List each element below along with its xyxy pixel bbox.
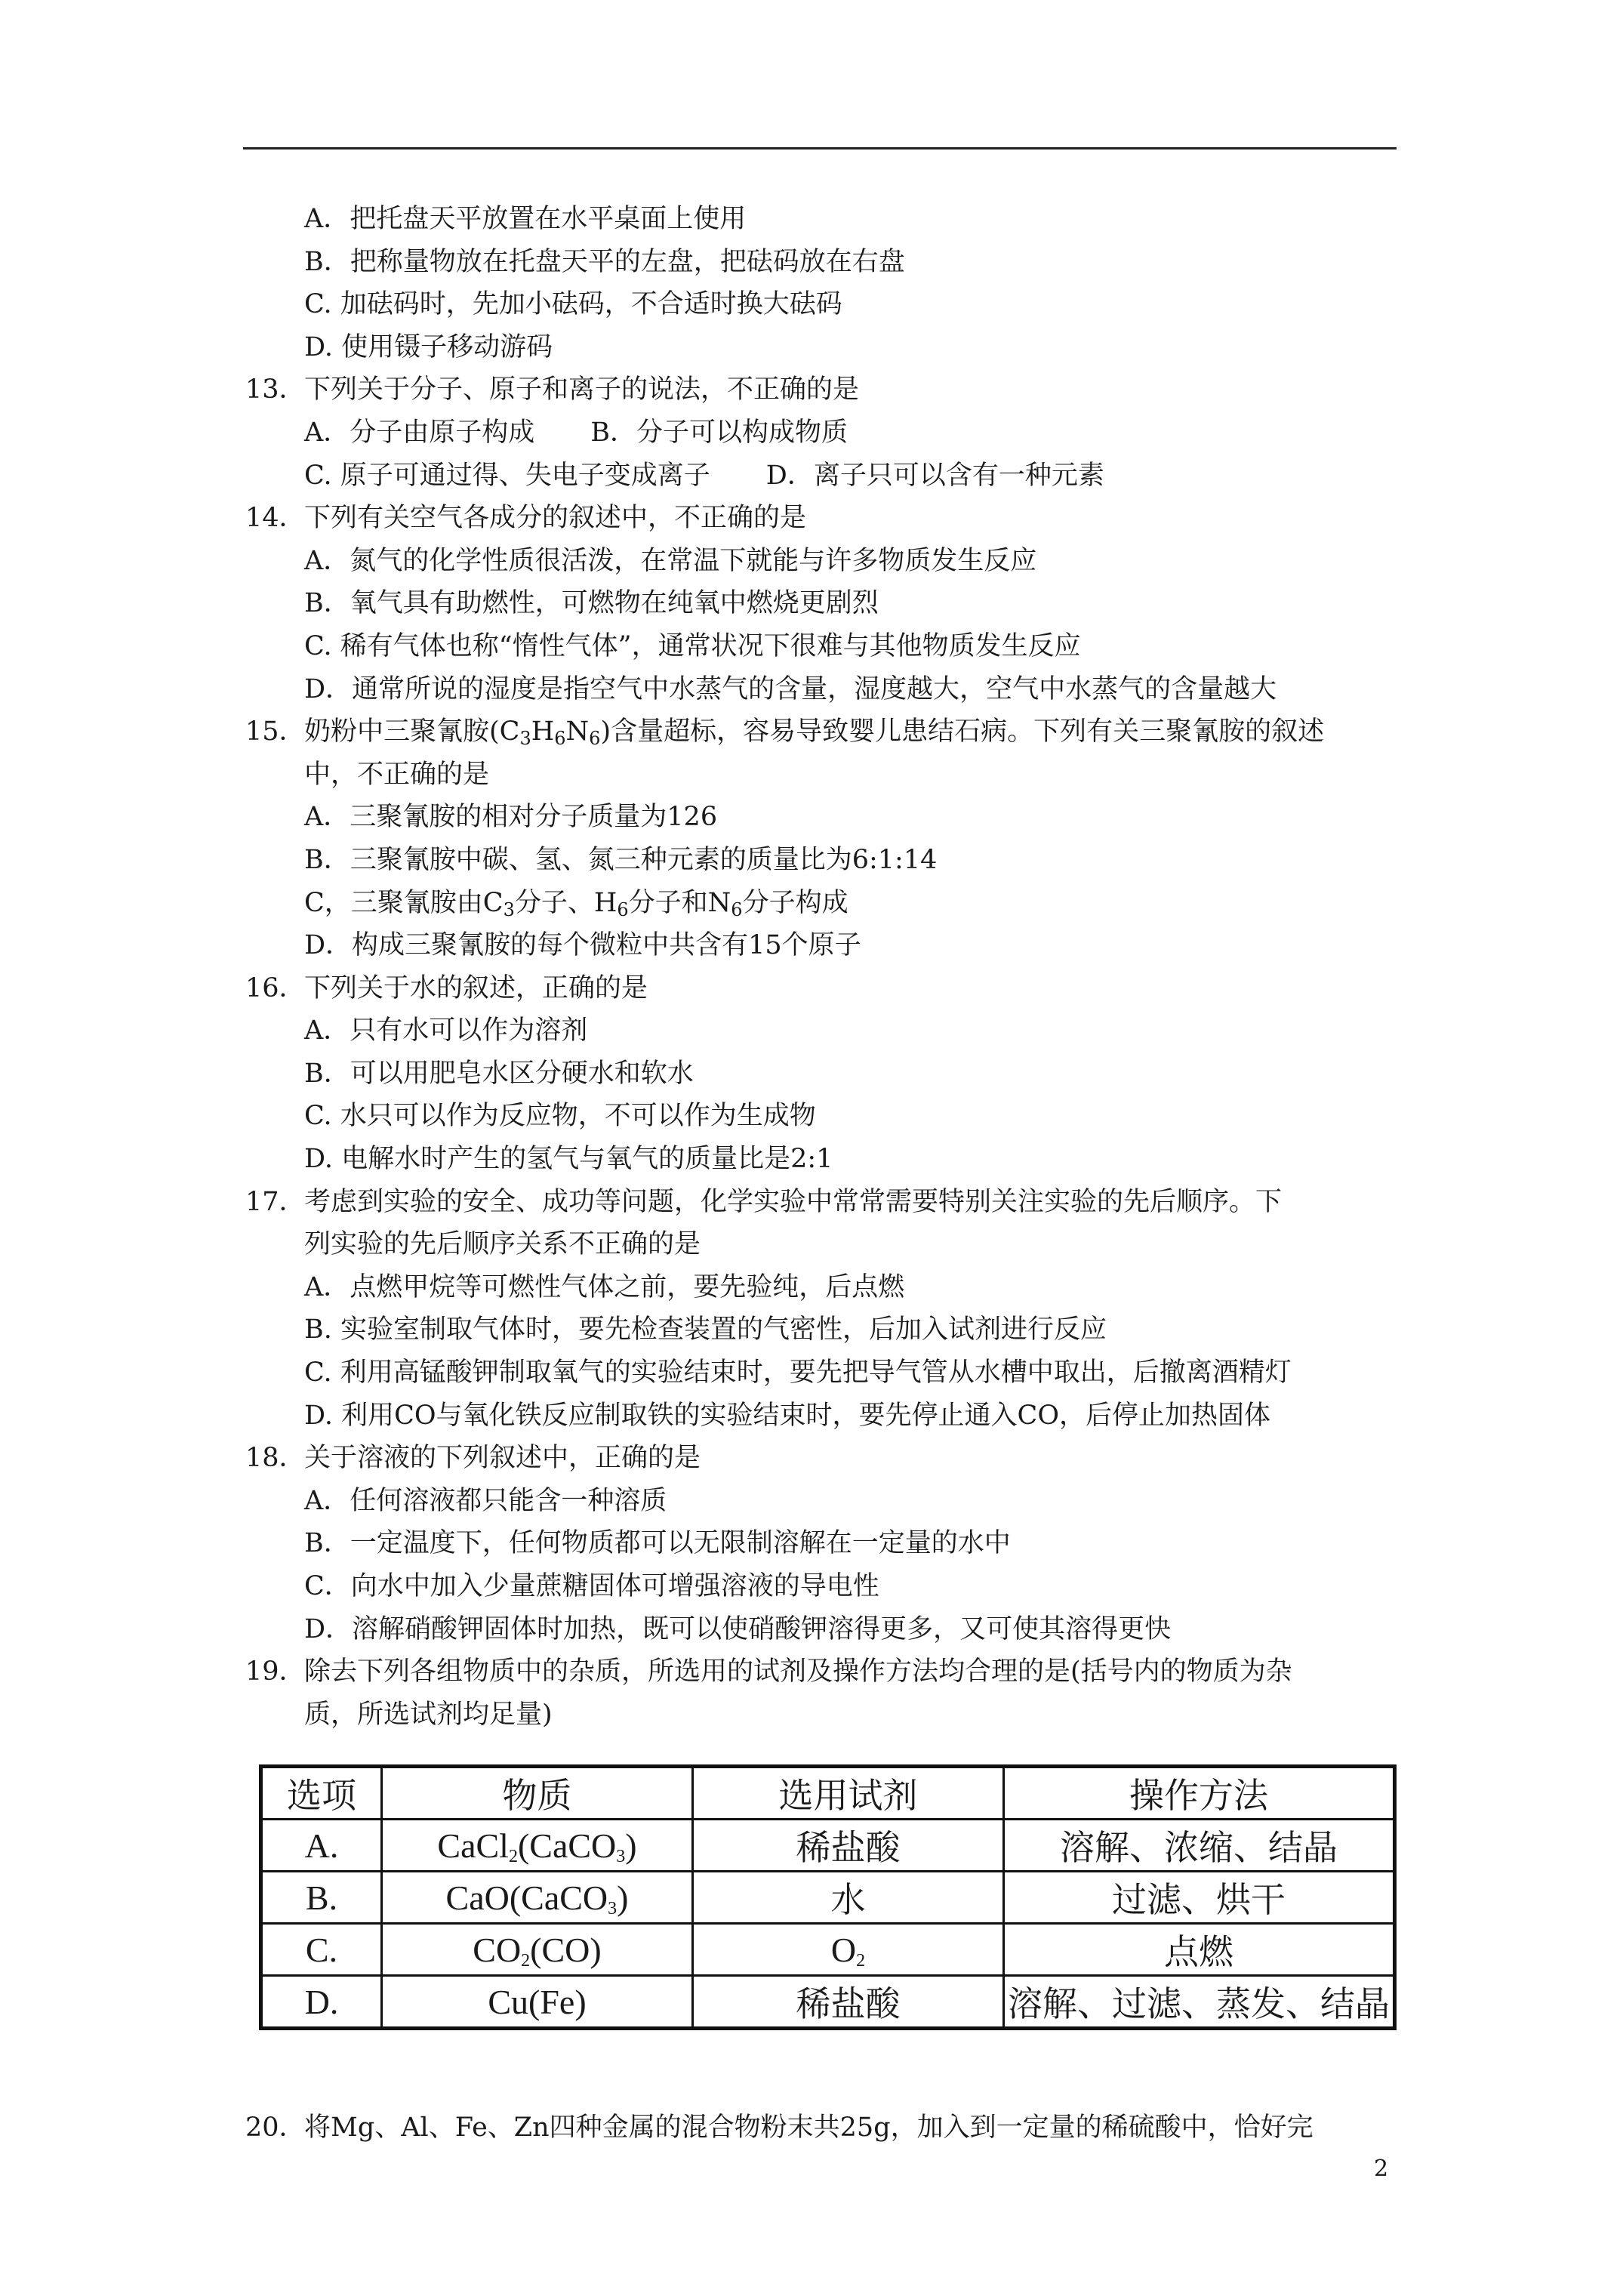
q12-option-d: D. 使用镊子移动游码 (304, 331, 553, 362)
q13-option-a: A．分子由原子构成 (304, 417, 535, 448)
table-header-cell: 物质 (382, 1767, 693, 1820)
q14-stem: 14．下列有关空气各成分的叙述中，不正确的是 (245, 497, 1400, 540)
q17-stem-cont: 列实验的先后顺序关系不正确的是 (304, 1229, 701, 1260)
option-cell: C. (261, 1924, 382, 1976)
q20-stem: 20．将Mg、Al、Fe、Zn四种金属的混合物粉末共25g，加入到一定量的稀硫酸中，恰好完 (245, 2106, 1313, 2144)
q17-option-b: B. 实验室制取气体时，要先检查装置的气密性，后加入试剂进行反应 (304, 1314, 1107, 1345)
substance-cell: $CO_2(CO)$ (382, 1924, 693, 1976)
table-row (261, 1924, 1395, 1976)
q12-option-c: C. 加砝码时，先加小砝码，不合适时换大砝码 (304, 289, 842, 320)
q18-option-d: D．溶解硝酸钾固体时加热，既可以使硝酸钾溶得更多，又可使其溶得更快 (304, 1613, 1172, 1644)
q14-option-b: B．氧气具有助燃性，可燃物在纯氧中燃烧更剧烈 (304, 588, 879, 619)
q16-option-b: B．可以用肥皂水区分硬水和软水 (304, 1058, 694, 1089)
question-content (245, 198, 1400, 1736)
q15-option-c: C，三聚氰胺由$C_3$分子、$H_6$分子和$N_6$分子构成 (304, 887, 848, 920)
q17-stem: 17．考虑到实验的安全、成功等问题，化学实验中常常需要特别关注实验的先后顺序。下 (245, 1181, 1400, 1224)
q12-option-b: B．把称量物放在托盘天平的左盘，把砝码放在右盘 (304, 246, 905, 277)
table-header-cell: 选项 (261, 1767, 382, 1820)
q19-table (259, 1764, 1397, 2030)
substance-cell: Cu(Fe) (382, 1976, 693, 2029)
q17-option-a: A．点燃甲烷等可燃性气体之前，要先验纯，后点燃 (304, 1271, 905, 1302)
q14-option-a: A．氮气的化学性质很活泼，在常温下就能与许多物质发生反应 (304, 545, 1037, 576)
substance-cell: CaCl$_2$(CaCO$_3$) (382, 1820, 693, 1872)
q13-stem: 13．下列关于分子、原子和离子的说法，不正确的是 (245, 368, 1400, 411)
question-number: 17． (245, 1186, 306, 1217)
method-cell: 点燃 (1004, 1924, 1395, 1976)
table-header-cell: 选用试剂 (693, 1767, 1004, 1820)
q13-option-d: D．离子只可以含有一种元素 (765, 460, 1104, 491)
header-rule (243, 147, 1397, 149)
q14-option-d: D．通常所说的湿度是指空气中水蒸气的含量，湿度越大，空气中水蒸气的含量越大 (304, 673, 1277, 704)
option-cell: B. (261, 1872, 382, 1924)
reagent-cell: $O_2$ (693, 1924, 1004, 1976)
table-row (261, 1872, 1395, 1924)
q19-stem: 19．除去下列各组物质中的杂质，所选用的试剂及操作方法均合理的是(括号内的物质为杂 (245, 1650, 1400, 1693)
option-cell: A. (261, 1820, 382, 1872)
q14-option-c: C. 稀有气体也称“惰性气体”，通常状况下很难与其他物质发生反应 (304, 630, 1081, 661)
q16-stem: 16．下列关于水的叙述，正确的是 (245, 967, 1400, 1010)
q19-table-wrapper (259, 1764, 1397, 2030)
q17-option-d: D. 利用CO与氧化铁反应制取铁的实验结束时，要先停止通入CO，后停止加热固体 (304, 1400, 1271, 1431)
method-cell: 过滤、烘干 (1004, 1872, 1395, 1924)
question-number: 13． (245, 374, 306, 405)
q15-option-b: B．三聚氰胺中碳、氢、氮三种元素的质量比为6:1:14 (304, 844, 938, 875)
table-header-row (261, 1767, 1395, 1820)
table-header-cell: 操作方法 (1004, 1767, 1395, 1820)
method-cell: 溶解、过滤、蒸发、结晶 (1004, 1976, 1395, 2029)
page-number: 2 (1374, 2156, 1389, 2182)
question-number: 19． (245, 1657, 306, 1687)
question-number: 16． (245, 972, 306, 1003)
q15-option-d: D．构成三聚氰胺的每个微粒中共含有15个原子 (304, 930, 861, 961)
q17-option-c: C. 利用高锰酸钾制取氧气的实验结束时，要先把导气管从水槽中取出，后撤离酒精灯 (304, 1358, 1292, 1388)
q13-options-ab (245, 411, 1400, 455)
table-row (261, 1976, 1395, 2029)
substance-cell: CaO(CaCO$_3$) (382, 1872, 693, 1924)
question-number: 18． (245, 1443, 306, 1474)
q16-option-c: C. 水只可以作为反应物，不可以作为生成物 (304, 1101, 816, 1132)
reagent-cell: 水 (693, 1872, 1004, 1924)
method-cell: 溶解、浓缩、结晶 (1004, 1820, 1395, 1872)
q18-option-b: B．一定温度下，任何物质都可以无限制溶解在一定量的水中 (304, 1528, 1011, 1559)
q12-option-a: A．把托盘天平放置在水平桌面上使用 (304, 204, 747, 234)
q16-option-a: A．只有水可以作为溶剂 (304, 1015, 588, 1046)
option-cell: D. (261, 1976, 382, 2029)
q15-stem: 15．奶粉中三聚氰胺$(C_3H_6N_6)$含量超标，容易导致婴儿患结石病。下列有关三聚氰胺的叙述 (245, 710, 1400, 754)
q18-option-c: C．向水中加入少量蔗糖固体可增强溶液的导电性 (304, 1571, 879, 1601)
q19-stem-cont: 质，所选试剂均足量) (304, 1699, 553, 1730)
reagent-cell: 稀盐酸 (693, 1976, 1004, 2029)
question-number: 15． (245, 717, 306, 747)
reagent-cell: 稀盐酸 (693, 1820, 1004, 1872)
q18-option-a: A．任何溶液都只能含一种溶质 (304, 1485, 667, 1516)
q13-option-c: C. 原子可通过得、失电子变成离子 (304, 460, 710, 491)
q15-option-a: A．三聚氰胺的相对分子质量为126 (304, 802, 718, 833)
q13-option-b: B．分子可以构成物质 (590, 417, 848, 448)
table-row (261, 1820, 1395, 1872)
question-number: 14． (245, 503, 306, 534)
question-number: 20． (245, 2113, 306, 2143)
q13-options-cd (245, 455, 1400, 498)
q15-stem-cont: 中，不正确的是 (304, 759, 490, 790)
q18-stem: 18．关于溶液的下列叙述中，正确的是 (245, 1437, 1400, 1480)
q16-option-d: D. 电解水时产生的氢气与氧气的质量比是2:1 (304, 1144, 833, 1175)
